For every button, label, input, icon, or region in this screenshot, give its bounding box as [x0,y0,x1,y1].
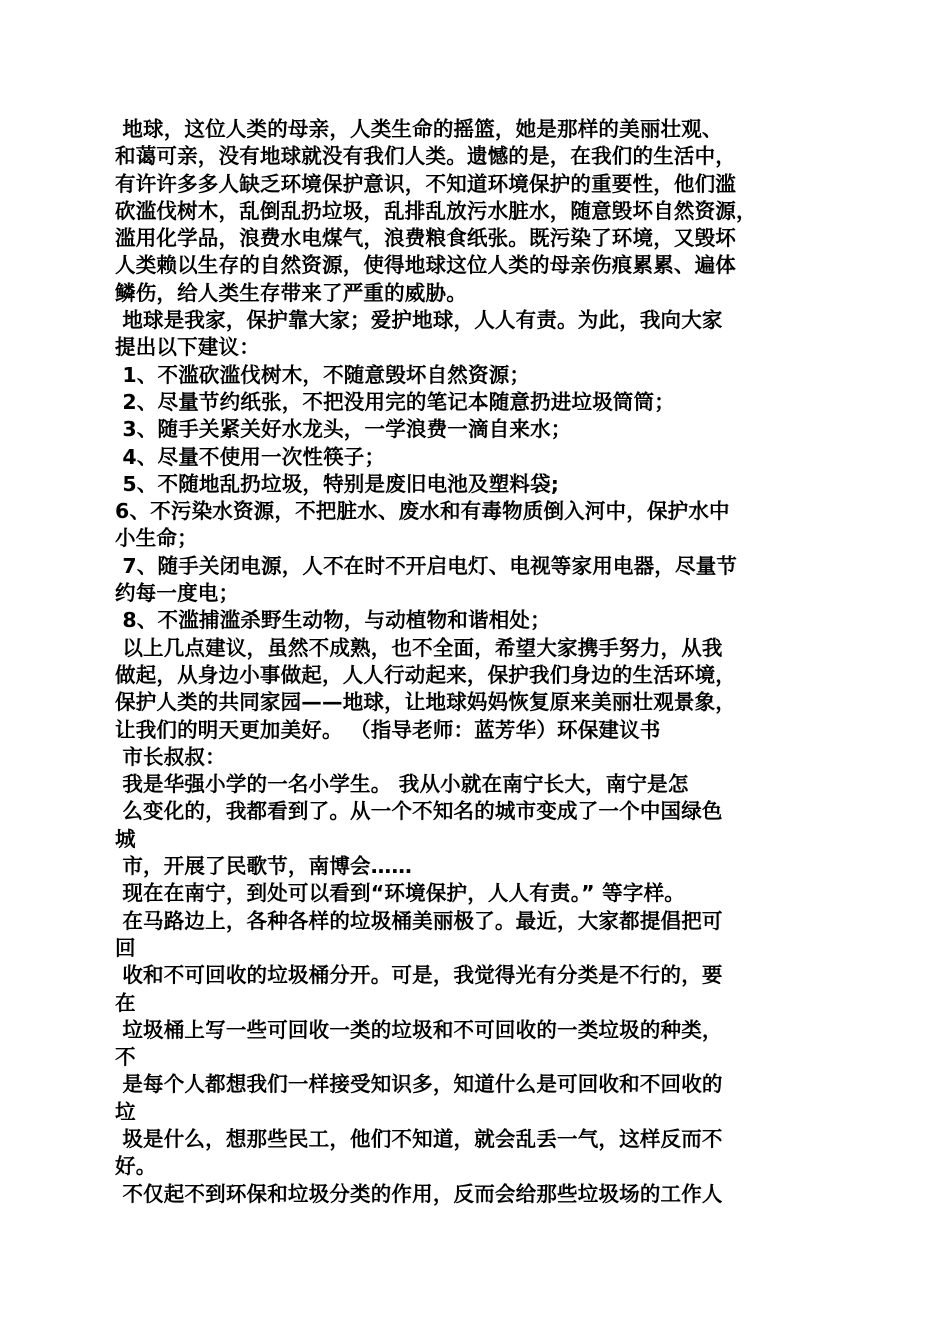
text-line: 收和不可回收的垃圾桶分开。可是，我觉得光有分类是不行的，要 [115,963,723,988]
text-line: 约每一度电； [115,581,240,606]
text-line: 5、不随地乱扔垃圾，特别是废旧电池及塑料袋; [115,471,560,496]
text-line: 提出以下建议： [115,335,260,360]
text-line: 在 [115,990,136,1015]
text-line: 圾是什么，想那些民工，他们不知道，就会乱丢一气，这样反而不 [115,1126,723,1151]
text-line: 6、不污染水资源，不把脏水、废水和有毒物质倒入河中，保护水中 [115,499,730,524]
text-line: 砍滥伐树木，乱倒乱扔垃圾，乱排乱放污水脏水，随意毁坏自然资源， [115,198,757,223]
text-line: 8、不滥捕滥杀野生动物，与动植物和谐相处； [115,608,551,633]
text-line: 保护人类的共同家园——地球，让地球妈妈恢复原来美丽壮观景象， [115,690,736,715]
text-line: 在马路边上，各种各样的垃圾桶美丽极了。最近，大家都提倡把可 [115,908,723,933]
text-line: 好。 [115,1154,157,1179]
text-line: 让我们的明天更加美好。 （指导老师：蓝芳华）环保建议书 [115,717,661,742]
text-line: 我是华强小学的一名小学生。 我从小就在南宁长大，南宁是怎 [115,772,689,797]
text-line: 地球，这位人类的母亲，人类生命的摇篮，她是那样的美丽壮观、 [115,117,723,141]
text-line: 城 [115,826,136,851]
text-line: 垃圾桶上写一些可回收一类的垃圾和不可回收的一类垃圾的种类， [115,1017,723,1042]
text-line: 不 [115,1045,136,1070]
text-line: 现在在南宁，到处可以看到“环境保护，人人有责。” 等字样。 [115,881,685,906]
text-line: 4、尽量不使用一次性筷子； [115,444,386,469]
text-line: 和蔼可亲，没有地球就没有我们人类。遗憾的是，在我们的生活中， [115,144,736,169]
text-line: 1、不滥砍滥伐树木，不随意毁坏自然资源； [115,362,531,387]
document-page [115,116,837,1208]
text-line: 滥用化学品，浪费水电煤气，浪费粮食纸张。既污染了环境，又毁坏 [115,226,736,251]
text-line: 垃 [115,1099,136,1124]
text-line: 以上几点建议，虽然不成熟，也不全面，希望大家携手努力，从我 [115,635,723,660]
text-line: 不仅起不到环保和垃圾分类的作用，反而会给那些垃圾场的工作人 [115,1181,723,1206]
text-line: 有许许多多人缺乏环境保护意识，不知道环境保护的重要性，他们滥 [115,171,736,196]
text-line: 回 [115,935,136,960]
text-line: 3、随手关紧关好水龙头，一学浪费一滴自来水； [115,417,572,442]
text-line: 是每个人都想我们一样接受知识多，知道什么是可回收和不回收的 [115,1072,723,1097]
text-line: 7、随手关闭电源，人不在时不开启电灯、电视等家用电器，尽量节 [115,553,738,578]
text-line: 做起，从身边小事做起，人人行动起来，保护我们身边的生活环境， [115,662,736,687]
text-line: 市长叔叔： [115,744,226,769]
text-line: 人类赖以生存的自然资源，使得地球这位人类的母亲伤痕累累、遍体 [115,253,736,278]
text-line: 市，开展了民歌节，南博会…… [115,854,413,879]
text-line: 地球是我家，保护靠大家；爱护地球，人人有责。为此，我向大家 [115,308,723,333]
text-line: 2、尽量节约纸张，不把没用完的笔记本随意扔进垃圾筒筒； [115,389,675,414]
text-line: 鳞伤，给人类生存带来了严重的威胁。 [115,280,467,305]
text-line: 小生命； [115,526,198,551]
text-line: 么变化的，我都看到了。从一个不知名的城市变成了一个中国绿色 [115,799,723,824]
